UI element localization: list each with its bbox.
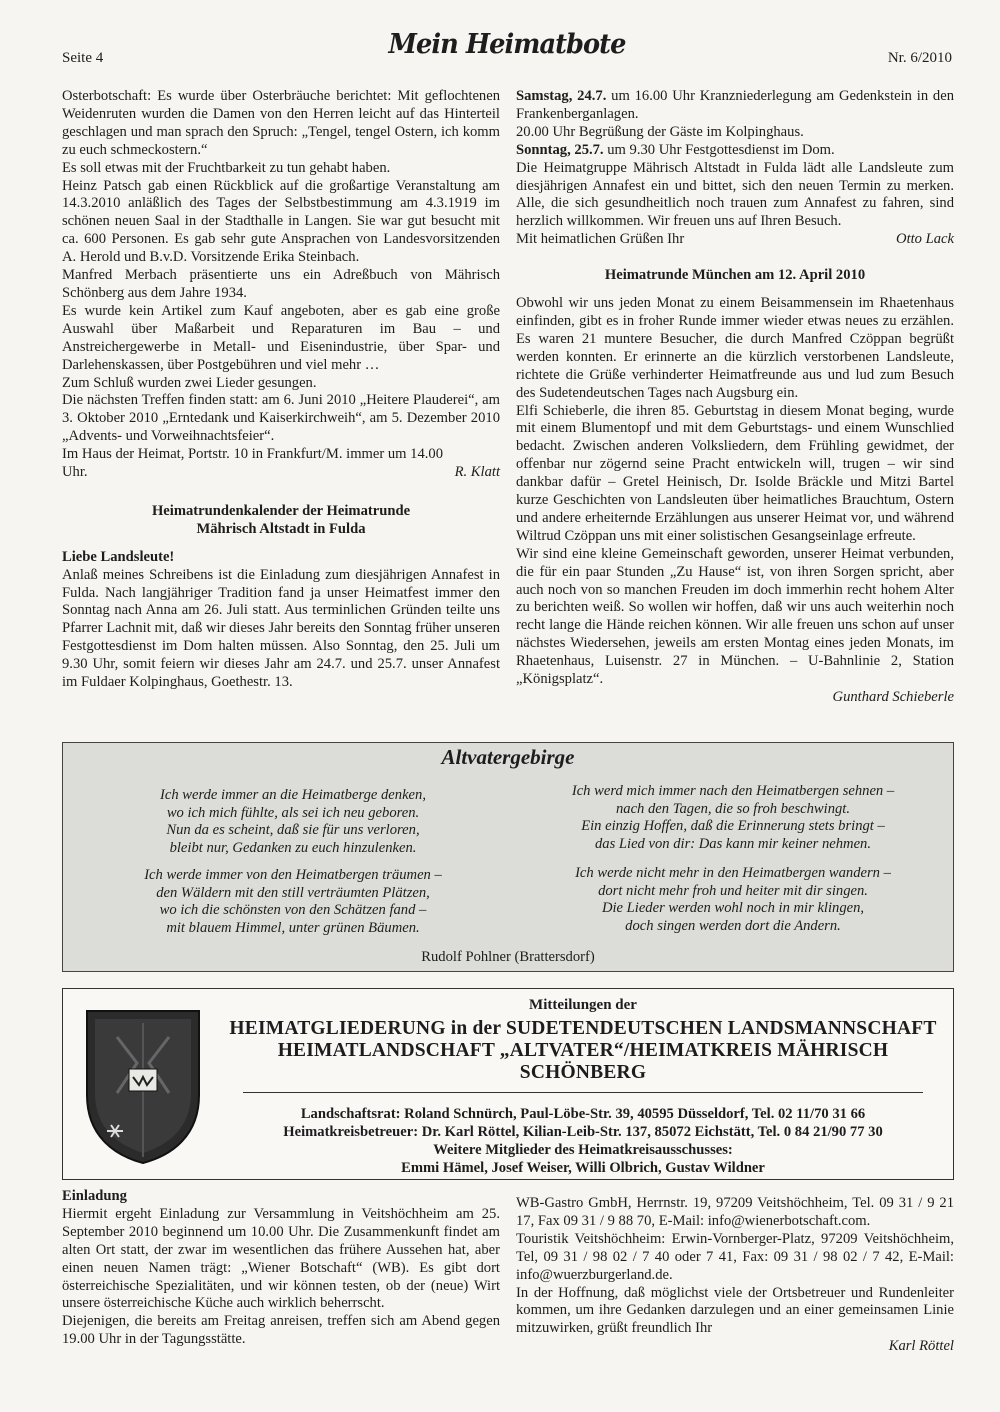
poem-line: das Lied von dir: Das kann mir keiner nehmen.	[594, 835, 872, 852]
paragraph: Im Haus der Heimat, Portstr. 10 in Frankfurt/M. immer um 14.00	[62, 446, 444, 463]
paragraph: Osterbotschaft: Es wurde über Osterbräuche berichtet: Mit geflochtenen Weidenruten wurden die Damen von den Herren leicht auf das Hinterteil geschlagen und man sprach den Spruch: „Tengel, tengel Ostern, ich komm zu euch schmeckostern.“	[62, 88, 500, 158]
signature: Karl Röttel	[888, 1338, 954, 1355]
notice-text	[223, 997, 943, 1177]
paragraph-end: Uhr.	[62, 464, 88, 481]
paragraph: Elfi Schieberle, die ihren 85. Geburtstag in diesem Monat beging, wurde mit einem Blumentopf und mit dem Geburtstags- und einem Wunschlied bedacht. Zwischen anderen Volksliedern, dem Frühling gewidmet, der offenbar nur zögernd seine Pracht entwickeln will, trugen – wir sind dankbar dafür – Gretel Heinisch, Dr. Isolde Bräckle und Mitzi Bartel kurze Geschichten von Landsleuten über heimatliches Brauchtum, Ostern und andere erheiternde Erzählungen aus unserer Heimat vor, und während Wiltrud Czöppan uns mit einer solistischen Gesangseinlage erfreute.	[516, 402, 954, 544]
section-heading: Heimatrundenkalender der Heimatrunde	[151, 502, 411, 519]
section-heading: Heimatrunde München am 12. April 2010	[604, 267, 866, 284]
poem-line: Nun da es scheint, daß sie für uns verloren,	[166, 822, 420, 839]
signature-row	[516, 231, 954, 249]
paragraph: Hiermit ergeht Einladung zur Versammlung in Veitshöchheim am 25. September 2010 beginnend um 10.00 Uhr. Die Zusammenkunft findet am alten Ort statt, der zwar im wesentlichen das frühere Aussehen hat, aber einen neuen Namen trägt: „Wiener Botschaft“ (WB). Es gibt dort österreichische Spezialitäten, und wir können testen, ob der (neue) Wirt unsere österreichische Küche auch wirklich beherrscht.	[62, 1205, 500, 1312]
poem-stanza	[103, 867, 483, 937]
signature: R. Klatt	[454, 464, 500, 481]
notice-contact: Landschaftsrat: Roland Schnürch, Paul-Löbe-Str. 39, 40595 Düsseldorf, Tel. 02 11/70 31 66	[300, 1105, 866, 1122]
paragraph: Es soll etwas mit der Fruchtbarkeit zu tun gehabt haben.	[62, 159, 391, 176]
paragraph: Diejenigen, die bereits am Freitag anreisen, treffen sich am Abend gegen 19.00 Uhr in der Tagungsstätte.	[62, 1313, 500, 1348]
schedule-text: um 9.30 Uhr Festgottesdienst im Dom.	[607, 141, 835, 158]
poem-stanza	[103, 787, 483, 857]
notice-title: HEIMATGLIEDERUNG in der SUDETENDEUTSCHEN LANDSMANNSCHAFT	[229, 1017, 937, 1039]
signature: Gunthard Schieberle	[832, 689, 954, 705]
poem-line: Ich werd mich immer nach den Heimatbergen sehnen –	[571, 783, 895, 799]
closing: Mit heimatlichen Grüßen Ihr	[516, 231, 685, 248]
poem-author: Rudolf Pohlner (Brattersdorf)	[421, 949, 595, 965]
paragraph	[516, 142, 954, 160]
poem-line: mit blauem Himmel, unter grünen Bäumen.	[166, 919, 420, 936]
notice-box	[62, 988, 954, 1180]
poem-line: nach den Tagen, die so froh beschwingt.	[615, 800, 851, 817]
paragraph: Manfred Merbach präsentierte uns ein Adreßbuch von Mährisch Schönberg aus dem Jahre 1934.	[62, 267, 500, 301]
date-label: Samstag, 24.7.	[516, 88, 607, 104]
paragraph: In der Hoffnung, daß möglichst viele der Ortsbetreuer und Rundenleiter kommen, um ihre Gedanken darzulegen und an einer gemeinsamen Linie mitzuwirken, grüßt freundlich Ihr	[516, 1284, 954, 1337]
poem-line: doch singen werden dort die Andern.	[625, 917, 841, 934]
masthead-logo: Mein Heimatbote	[388, 29, 626, 60]
schedule-text: um 16.00 Uhr Kranzniederlegung am Gedenkstein in den Frankenberganlagen.	[516, 88, 954, 122]
poem-stanza	[533, 865, 933, 935]
paragraph: Anlaß meines Schreibens ist die Einladung zum diesjährigen Annafest in Fulda. Nach langjähriger Tradition fand ja unser Heimatfest immer den Sonntag nach Anna am 26. Juli statt. Aus terminlichen Gründen teilte uns Pfarrer Lachnit mit, daß wir dieses Jahr bereits den Sonntag früher unseren Festgottesdienst im Dom halten müssen. Also Sonntag, den 25. Juli um 9.30 Uhr, somit feiern wir dieses Jahr am 24.7. und 25.7. unser Annafest im Fuldaer Kolpinghaus, Goethestr. 13.	[62, 566, 500, 691]
poem-line: bleibt nur, Gedanken zu euch hinzulenken.	[169, 839, 417, 856]
left-column	[62, 88, 500, 692]
notice-title: HEIMATLANDSCHAFT „ALTVATER“/HEIMATKREIS MÄHRISCH SCHÖNBERG	[277, 1039, 889, 1083]
invitation-heading: Einladung	[62, 1188, 127, 1204]
issue-number: Nr. 6/2010	[887, 50, 952, 66]
salutation: Liebe Landsleute!	[62, 548, 175, 565]
divider	[243, 1092, 923, 1093]
paragraph: Zum Schluß wurden zwei Lieder gesungen.	[62, 374, 317, 391]
paragraph: Es wurde kein Artikel zum Kauf angeboten, aber es gab eine große Auswahl über Maßarbeit und Reparaturen im Bau – und Anstreichergewerbe in Metall- und Eisenindustrie, über Spar- und Darlehenskassen, über Postgebühren und viel mehr …	[62, 302, 500, 373]
page-header	[62, 29, 952, 76]
paragraph: Touristik Veitshöchheim: Erwin-Vornberger-Platz, 97209 Veitshöchheim, Tel, 09 31 / 98 02 / 7 40 oder 7 41, Fax: 09 31 / 98 02 / 7 42, E-Mail: info@wuerzburgerland.de.	[516, 1230, 954, 1283]
coat-of-arms-icon	[81, 1007, 205, 1167]
poem-line: Ich werde immer von den Heimatbergen träumen –	[144, 867, 442, 883]
paragraph: Die nächsten Treffen finden statt: am 6. Juni 2010 „Heitere Plauderei“, am 3. Oktober 2010 „Erntedank und Kaiserkirchweih“, am 5. Dezember 2010 „Advents- und Vorweihnachtsfeier“.	[62, 392, 500, 445]
poem-stanza	[533, 783, 933, 853]
paragraph	[516, 88, 954, 124]
right-column	[516, 88, 954, 707]
poem-line: Die Lieder werden wohl noch in mir klingen,	[601, 900, 865, 917]
poem-line: Ich werde nicht mehr in den Heimatbergen wandern –	[575, 865, 891, 881]
paragraph: Heinz Patsch gab einen Rückblick auf die großartige Veranstaltung am 14.3.2010 anläßlich des Tages der Selbstbestimmung am 4.3.1919 im schönen neuen Saal in der Stadthalle in Langen. Sie war gut besucht mit ca. 600 Personen. Es gab sehr gute Ansprachen von Landesvorsitzenden A. Herold und B.v.D. Vorsitzende Erika Steinbach.	[62, 177, 500, 266]
page-number: Seite 4	[62, 50, 104, 66]
section-heading: Mährisch Altstadt in Fulda	[196, 520, 366, 537]
invitation-left	[62, 1188, 500, 1349]
paragraph: Die Heimatgruppe Mährisch Altstadt in Fulda lädt alle Landsleute zum diesjährigen Annafest ein und bittet, sich den neuen Termin zu merken. Alle, die sich gesundheitlich noch trauen zum Annafest zu fahren, sind herzlich willkommen. Wir freuen uns auf Ihren Besuch.	[516, 159, 954, 230]
paragraph: Wir sind eine kleine Gemeinschaft geworden, unserer Heimat verbunden, die für ein paar Stunden „Zu Hause“ ist, von ihren Sorgen spricht, aber auch noch von so manchen Freuden im doch immerhin recht hohem Alter zu berichten weiß. So wollen wir hoffen, daß wir uns auch weiterhin noch recht lange die Hände reichen können. Wir alle freuen uns schon auf unser nächstes Wiedersehen, jeweils am ersten Montag eines jeden Monats, im Rhaetenhaus, Luisenstr. 27 in München. – U-Bahnlinie 2, Station „Königsplatz“.	[516, 545, 954, 688]
notice-intro: Mitteilungen der	[529, 997, 637, 1013]
poem-line: wo ich mich fühlte, als sei ich neu geboren.	[166, 804, 420, 821]
notice-contact: Weitere Mitglieder des Heimatkreisausschusses:	[433, 1141, 733, 1158]
signature: Otto Lack	[896, 231, 954, 248]
signature-row	[62, 464, 500, 482]
date-label: Sonntag, 25.7.	[516, 141, 604, 158]
poem-line: wo ich die schönsten von den Schätzen fand –	[159, 902, 427, 919]
notice-contact: Heimatkreisbetreuer: Dr. Karl Röttel, Kilian-Leib-Str. 137, 85072 Eichstätt, Tel. 0 84 21/90 77 30	[283, 1123, 883, 1140]
paragraph: Obwohl wir uns jeden Monat zu einem Beisammensein im Rhaetenhaus einfinden, gibt es in froher Runde immer wieder etwas neues zu erzählen. Es waren 21 muntere Besucher, die durch Manfred Czöppan begrüßt werden konnten. Er erinnerte an die kürzlich verstorbenen Landsleute, richtete die Grüße verhinderter Heimatfreunde aus und lud zum Besuch des Sudetendeutschen Tages nach Augsburg ein.	[516, 295, 954, 401]
poem-line: dort nicht mehr froh und heiter mit dir singen.	[598, 882, 868, 899]
paragraph: 20.00 Uhr Begrüßung der Gäste im Kolpinghaus.	[516, 123, 804, 140]
poem-box	[62, 742, 954, 972]
notice-contact: Emmi Hämel, Josef Weiser, Willi Olbrich, Gustav Wildner	[401, 1159, 765, 1176]
paragraph: WB-Gastro GmbH, Herrnstr. 19, 97209 Veitshöchheim, Tel. 09 31 / 9 21 17, Fax 09 31 / 9 88 70, E-Mail: info@wienerbotschaft.com.	[516, 1195, 954, 1229]
poem-title: Altvatergebirge	[441, 745, 575, 769]
poem-line: Ein einzig Hoffen, daß die Erinnerung stets bringt –	[581, 818, 885, 835]
poem-line: Ich werde immer an die Heimatberge denken,	[160, 787, 426, 803]
poem-line: den Wäldern mit den still verträumten Plätzen,	[156, 884, 430, 901]
invitation-right	[516, 1195, 954, 1356]
